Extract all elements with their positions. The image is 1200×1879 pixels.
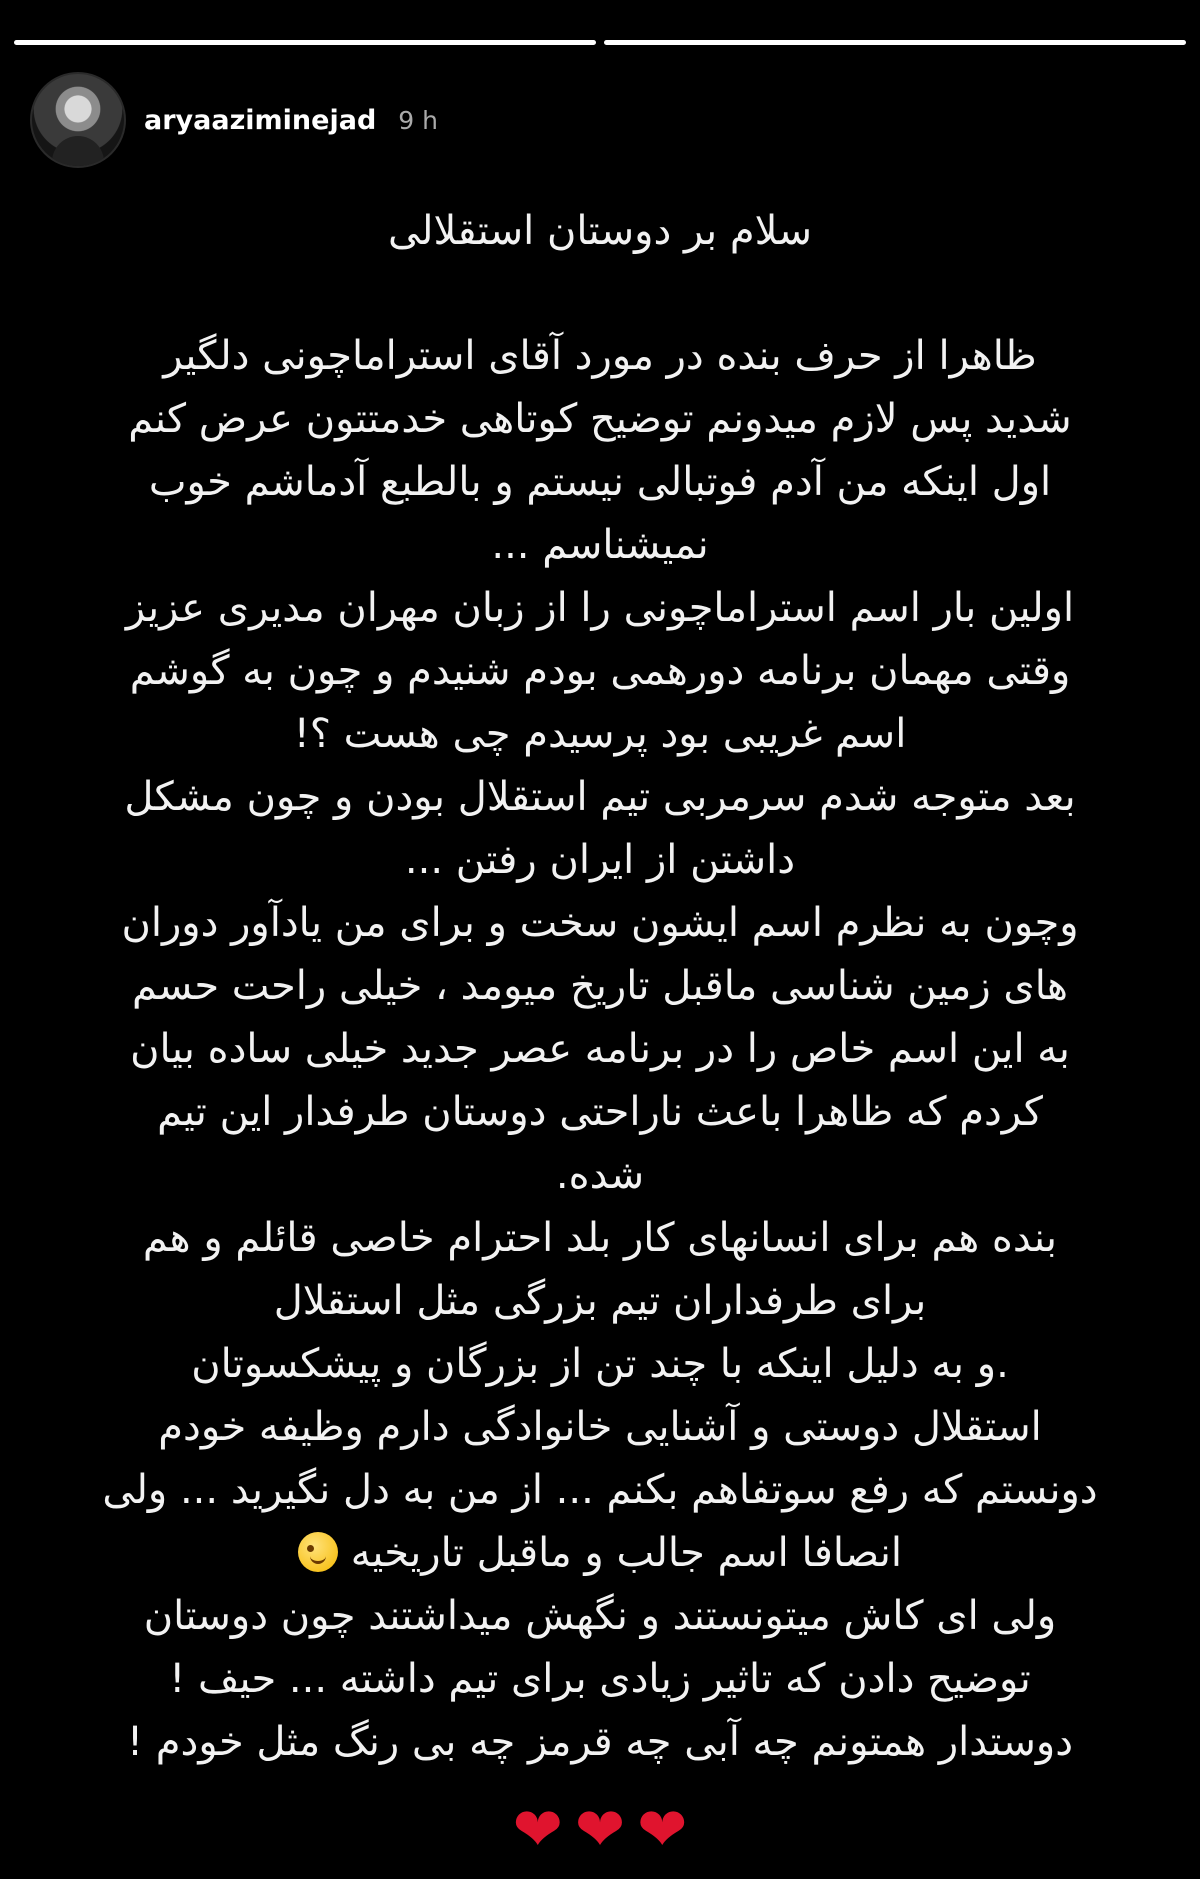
story-line: بنده هم برای انسانهای کار بلد احترام خاصی قائلم و هم — [142, 1215, 1058, 1261]
story-line: وقتی مهمان برنامه دورهمی بودم شنیدم و چون به گوشم — [129, 648, 1071, 694]
username[interactable]: aryaaziminejad — [144, 104, 377, 136]
hearts-row — [0, 1795, 1200, 1865]
red-heart-icon: ❤ — [637, 1795, 688, 1865]
red-heart-icon: ❤ — [574, 1795, 626, 1865]
story-line: بعد متوجه شدم سرمربی تیم استقلال بودن و چون مشکل — [124, 774, 1076, 820]
story-line: های زمین شناسی ماقبل تاریخ میومد ، خیلی راحت حسم — [132, 963, 1068, 1009]
winking-face-icon — [298, 1532, 338, 1572]
story-line: کردم که ظاهرا باعث ناراحتی دوستان طرفدار این تیم — [157, 1089, 1043, 1135]
post-time: 9 h — [398, 105, 438, 135]
story-header — [30, 72, 438, 168]
story-progress-bar — [14, 40, 1186, 45]
story-line: شده. — [555, 1152, 645, 1198]
story-line: داشتن از ایران رفتن ... — [404, 837, 796, 883]
story-line: اولین بار اسم استراماچونی را از زبان مهران مدیری عزیز — [125, 585, 1075, 631]
story-text — [70, 200, 1130, 1774]
story-line: دونستم که رفع سوتفاهم بکنم ... از من به دل نگیرید ... ولی — [102, 1467, 1098, 1513]
story-line: توضیح دادن که تاثیر زیادی برای تیم داشته ... حیف ! — [169, 1656, 1031, 1702]
story-line: وچون به نظرم اسم ایشون سخت و برای من یادآور دوران — [121, 900, 1079, 946]
story-line: .و به دلیل اینکه با چند تن از بزرگان و پیشکسوتان — [191, 1341, 1009, 1387]
story-title: سلام بر دوستان استقلالی — [387, 208, 813, 254]
story-line: انصافا اسم جالب و ماقبل تاریخیه — [70, 1522, 1130, 1585]
story-line: اول اینکه من آدم فوتبالی نیستم و بالطبع آدماشم خوب — [148, 459, 1052, 505]
story-line: نمیشناسم ... — [491, 522, 709, 568]
story-line: استقلال دوستی و آشنایی خانوادگی دارم وظیفه خودم — [158, 1404, 1042, 1450]
red-heart-icon: ❤ — [512, 1795, 563, 1865]
avatar[interactable] — [30, 72, 126, 168]
story-line: اسم غریبی بود پرسیدم چی هست ؟! — [293, 711, 907, 757]
story-line: به این اسم خاص را در برنامه عصر جدید خیلی ساده بیان — [130, 1026, 1070, 1072]
story-line: دوستدار همتونم چه آبی چه قرمز چه بی رنگ مثل خودم ! — [126, 1719, 1073, 1765]
story-lines — [70, 325, 1130, 1774]
story-line: ظاهرا از حرف بنده در مورد آقای استراماچونی دلگیر — [163, 333, 1037, 379]
progress-segment — [604, 40, 1186, 45]
progress-segment — [14, 40, 596, 45]
story-line: برای طرفداران تیم بزرگی مثل استقلال — [273, 1278, 927, 1324]
story-line: ولی ای کاش میتونستند و نگهش میداشتند چون دوستان — [143, 1593, 1057, 1639]
story-line: شدید پس لازم میدونم توضیح کوتاهی خدمتتون عرض کنم — [128, 396, 1072, 442]
